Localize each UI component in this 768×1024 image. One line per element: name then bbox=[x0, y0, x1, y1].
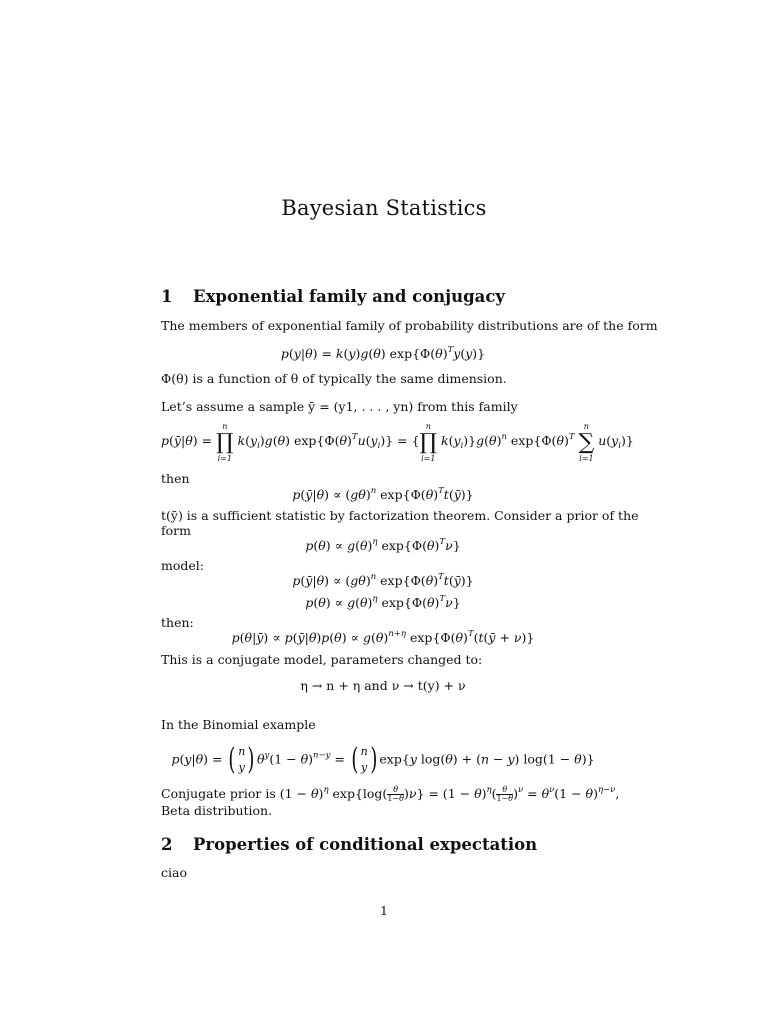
conjugate-prior-line-1: Conjugate prior is $(1 - \theta)^\eta$ exp{log( $\frac{\theta}{1-\theta}$ )$\nu\} = (1 - \theta)^\eta$( $\frac{\theta}{1-\theta}$ )$^\nu = \theta^\nu(1 - \theta)^{\eta-\nu}$, bbox=[161, 784, 620, 803]
binomial-intro: In the Binomial example bbox=[161, 717, 316, 732]
conjugate-model-paragraph: This is a conjugate model, parameters changed to: bbox=[161, 652, 483, 667]
document-title: Bayesian Statistics bbox=[281, 196, 487, 220]
equation-model-likelihood: p(ȳ|θ) ∝ $(g\theta)^n$ $\exp\{\Phi(\theta)^Tt(ȳ)\}$ bbox=[292, 572, 474, 588]
equation-parameter-update: η → n + η and ν → t(y) + ν bbox=[300, 678, 466, 693]
then-label: then bbox=[161, 471, 190, 486]
model-label: model: bbox=[161, 558, 204, 573]
section-2-title: Properties of conditional expectation bbox=[193, 835, 538, 854]
sample-paragraph: Let’s assume a sample ȳ = (y1, . . . , yn) from this family bbox=[161, 399, 518, 414]
equation-prior: $p(\theta) \propto g(\theta)^\eta$ $\exp\{\Phi(\theta)^T\nu\}$ bbox=[305, 537, 461, 553]
phi-note-paragraph: Φ(θ) is a function of θ of typically the same dimension. bbox=[161, 371, 507, 386]
conjugate-prior-label: Conjugate prior is bbox=[161, 786, 276, 801]
section-1-heading bbox=[161, 287, 505, 306]
then-colon-label: then: bbox=[161, 615, 194, 630]
equation-model-prior: $p(\theta) \propto g(\theta)^\eta$ $\exp\{\Phi(\theta)^T\nu\}$ bbox=[305, 594, 461, 610]
section-1-title: Exponential family and conjugacy bbox=[193, 287, 506, 306]
page-number: 1 bbox=[380, 903, 388, 918]
sufficient-line-2: form bbox=[161, 523, 191, 538]
section-1-number: 1 bbox=[161, 287, 173, 306]
equation-exp-family: p(y|θ) = k(y)g(θ) $\exp\{\Phi(\theta)^Ty(y)\}$ bbox=[280, 345, 486, 361]
equation-binomial: p(y|θ) = ( n y ) $\theta^y(1 - \theta)^{n-y}$ = ( n y ) exp{y log(θ) + (n − y) log(1 − θ)} bbox=[171, 741, 595, 777]
equation-posterior: p(θ|ȳ) ∝ p(ȳ|θ)p(θ) ∝ $g(\theta)^{n+\eta}$ $\exp\{\Phi(\theta)^T(t(ȳ + \nu)\}$ bbox=[231, 629, 535, 645]
sufficient-line-1: t(ȳ) is a sufficient statistic by factorization theorem. Consider a prior of the bbox=[161, 508, 639, 523]
conjugate-prior-paragraph bbox=[161, 784, 620, 819]
equation-proportional-likelihood: p(ȳ|θ) ∝ $(g\theta)^n$ $\exp\{\Phi(\theta)^Tt(ȳ)\}$ bbox=[292, 486, 474, 502]
equation-sample-likelihood: p(ȳ|θ) = ∏ n i=1 $k(y_i)g(\theta) \exp\{\Phi(\theta)^Tu(y_i)\}$ = {∏ n i=1 $k(y_i)\}g(\theta)^n$ $\exp\{\Phi(\theta)^T$ ∑ n i=1 $u(y_i)$} bbox=[161, 422, 634, 463]
section-2-heading bbox=[161, 835, 537, 854]
section-2-body: ciao bbox=[161, 865, 187, 880]
intro-paragraph: The members of exponential family of probability distributions are of the form bbox=[161, 318, 658, 333]
sufficient-statistic-paragraph bbox=[161, 508, 639, 538]
section-2-number: 2 bbox=[161, 835, 173, 854]
conjugate-prior-line-2: Beta distribution. bbox=[161, 803, 273, 819]
